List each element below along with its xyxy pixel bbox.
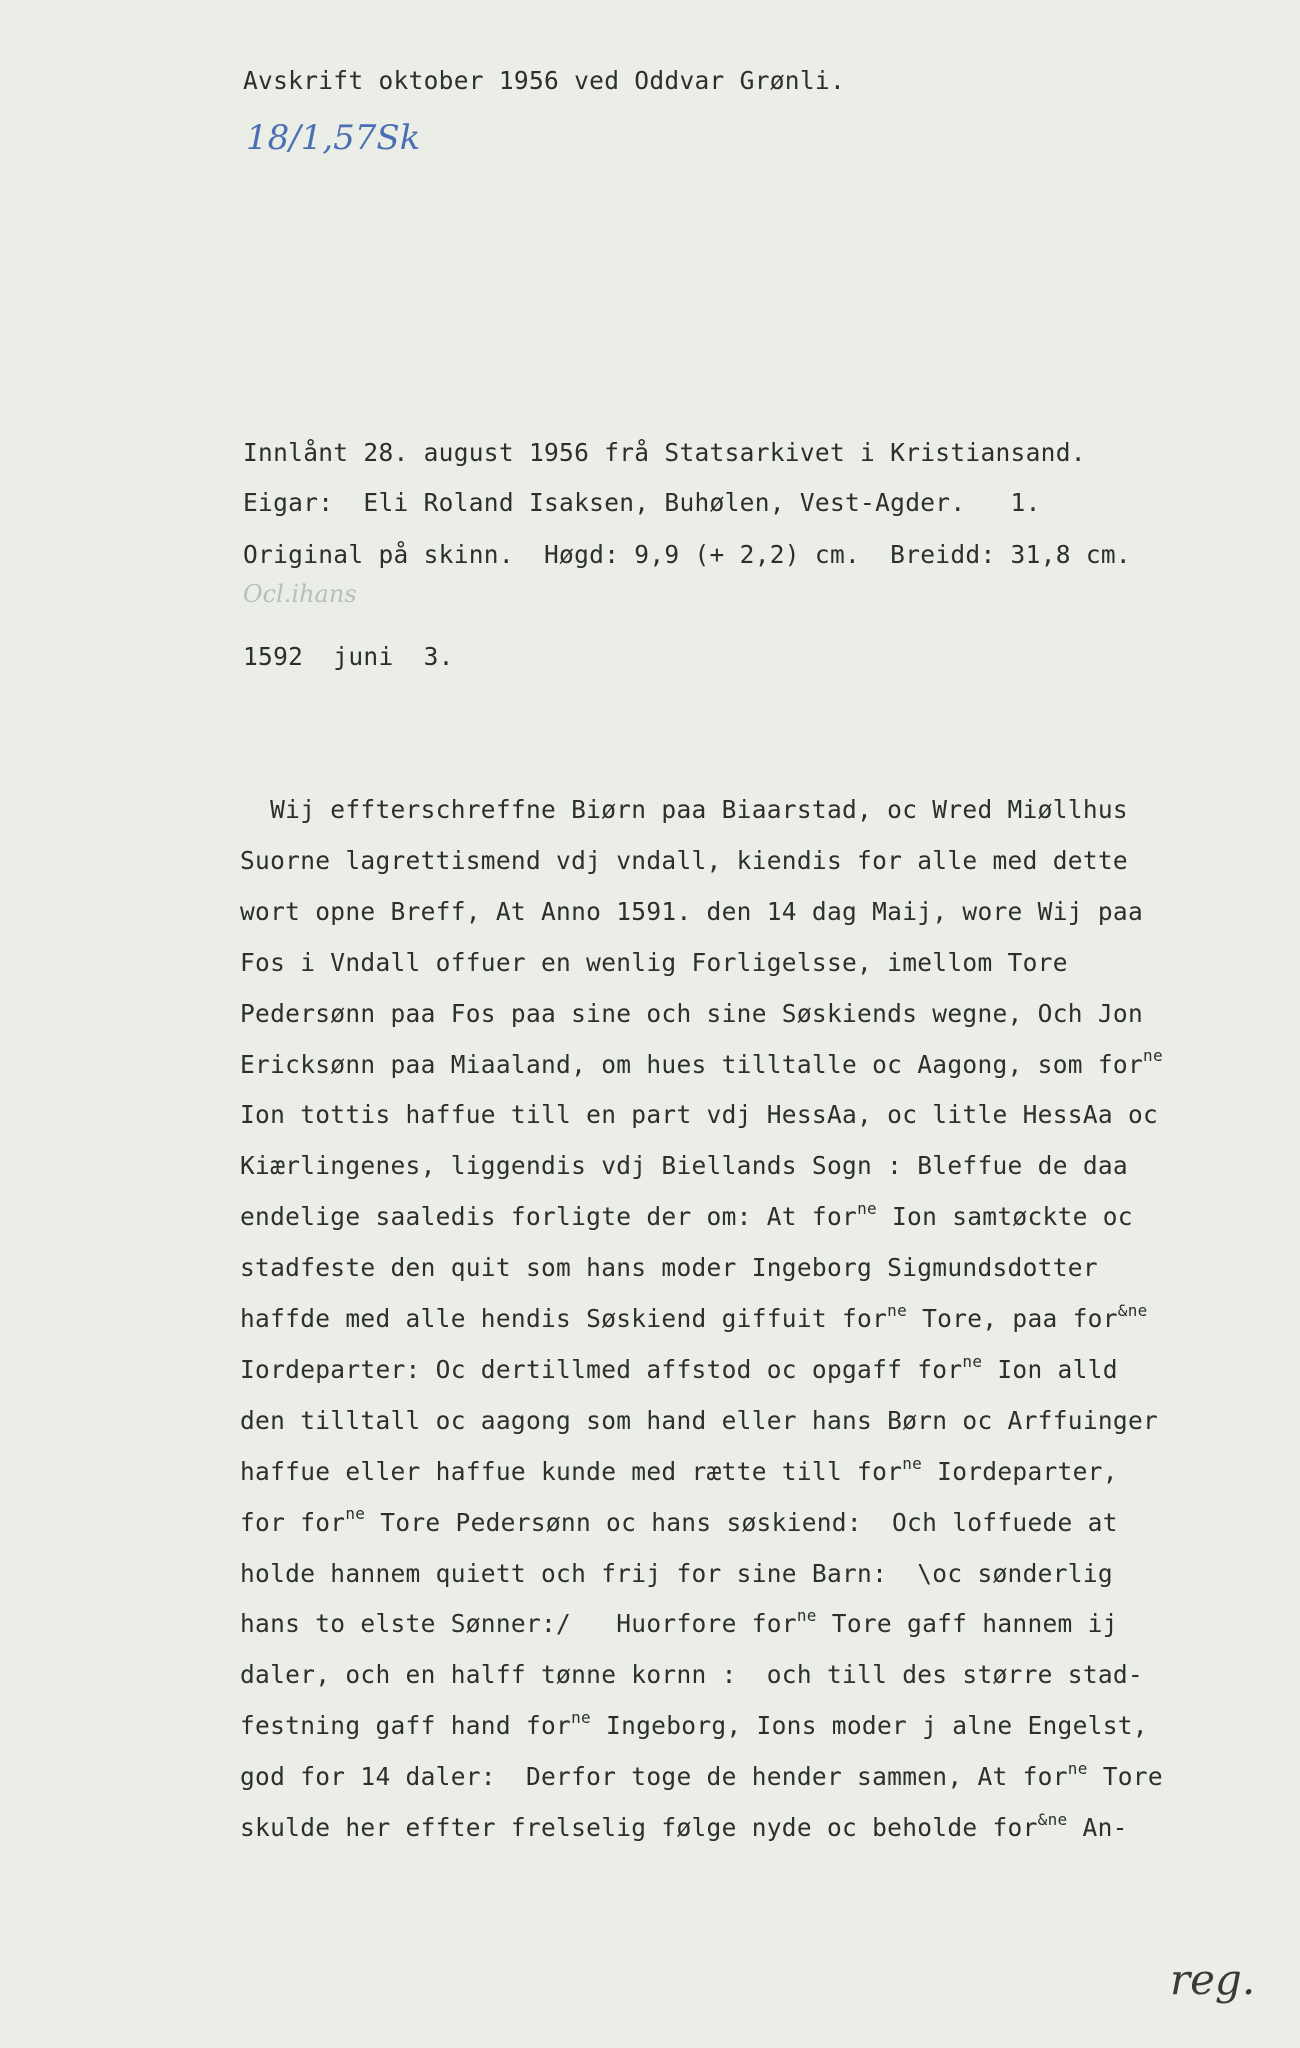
body-line-text: for for [240, 1507, 346, 1537]
body-line [240, 1199, 1133, 1232]
body-line-continuation: Iordeparter, [922, 1456, 1118, 1486]
superscript-abbrev: &ne [1037, 1809, 1068, 1829]
body-line [240, 999, 1143, 1028]
handwritten-reg-mark: reg. [1170, 1955, 1256, 2004]
superscript-abbrev: &ne [1117, 1300, 1148, 1320]
body-line-text: haffue eller haffue kunde med rætte till for [240, 1456, 903, 1486]
body-line [240, 1504, 1118, 1537]
body-line-continuation: Tore, paa for [907, 1304, 1118, 1333]
superscript-abbrev: ne [1067, 1758, 1088, 1778]
owner-line: Eigar: Eli Roland Isaksen, Buhølen, Vest-Agder. 1. [243, 488, 1041, 517]
body-line-text: Suorne lagrettismend vdj vndall, kiendis for alle med dette [240, 845, 1128, 875]
body-line [240, 1300, 1148, 1333]
superscript-abbrev: ne [1143, 1046, 1163, 1066]
handwritten-pencil-note: Ocl.ihans [243, 580, 357, 608]
superscript-abbrev: ne [796, 1606, 817, 1626]
superscript-abbrev: ne [571, 1708, 591, 1728]
body-line-text: wort opne Breff, At Anno 1591. den 14 dag Maij, wore Wij paa [240, 896, 1144, 926]
body-line [240, 897, 1143, 926]
body-line-text: skulde her effter frelselig følge nyde oc beholde for [240, 1813, 1038, 1842]
body-line-text: Wij effterschreffne Biørn paa Biaarstad, oc Wred Miøllhus [240, 795, 1128, 824]
body-line [240, 795, 1128, 824]
body-line [240, 1708, 1148, 1741]
body-line-text: Fos i Vndall offuer en wenlig Forligelsse, imellom Tore [240, 947, 1068, 977]
body-line-continuation: Tore [1087, 1762, 1163, 1792]
original-line: Original på skinn. Høgd: 9,9 (+ 2,2) cm. Breidd: 31,8 cm. [243, 540, 1131, 569]
body-line-continuation: Ion samtøckte oc [876, 1202, 1133, 1232]
superscript-abbrev: ne [345, 1504, 366, 1524]
superscript-abbrev: ne [857, 1199, 877, 1219]
body-line-text: holde hannem quiett och frij for sine Barn: \oc sønderlig [240, 1558, 1113, 1588]
body-line [240, 948, 1068, 977]
body-line [240, 846, 1128, 875]
body-line-text: Kiærlingenes, liggendis vdj Biellands Sogn : Bleffue de daa [240, 1151, 1128, 1181]
body-line [240, 1809, 1128, 1842]
superscript-abbrev: ne [962, 1351, 983, 1371]
superscript-abbrev: ne [887, 1300, 908, 1320]
superscript-abbrev: ne [902, 1453, 923, 1473]
body-line [240, 1453, 1118, 1486]
body-line [240, 1758, 1163, 1792]
body-line-continuation: Ion alld [982, 1354, 1118, 1384]
body-line-continuation: An- [1067, 1813, 1128, 1842]
body-line [240, 1351, 1118, 1384]
body-line-text: endelige saaledis forligte der om: At for [240, 1202, 858, 1232]
body-line-text: hans to elste Sønner:/ Huorfore for [240, 1609, 797, 1639]
body-line [240, 1559, 1113, 1588]
handwritten-reference: 18/1,57Sk [246, 118, 421, 158]
body-line-text: stadfeste den quit som hans moder Ingeborg Sigmundsdotter [240, 1253, 1098, 1283]
body-line-continuation: Tore Pedersønn oc hans søskiend: Och loffuede at [365, 1507, 1118, 1537]
body-line-text: Pedersønn paa Fos paa sine och sine Søskiends wegne, Och Jon [240, 998, 1144, 1028]
body-line-text: Ion tottis haffue till en part vdj HessAa, oc litle HessAa oc [240, 1100, 1159, 1130]
body-line-continuation: Tore gaff hannem ij [816, 1609, 1118, 1639]
body-line [240, 1151, 1128, 1180]
body-line-continuation: Ingeborg, Ions moder j alne Engelst, [590, 1711, 1148, 1741]
loan-line: Innlånt 28. august 1956 frå Statsarkivet i Kristiansand. [243, 438, 1086, 467]
body-line-text: god for 14 daler: Derfor toge de hender sammen, At for [240, 1762, 1068, 1792]
body-line [240, 1606, 1118, 1639]
body-line-text: daler, och en halff tønne kornn : och till des større stad- [240, 1660, 1144, 1690]
document-date: 1592 juni 3. [243, 642, 454, 671]
body-line-text: haffde med alle hendis Søskiend giffuit for [240, 1304, 888, 1333]
body-line-text: Iordeparter: Oc dertillmed affstod oc opgaff for [240, 1354, 963, 1384]
transcription-note: Avskrift oktober 1956 ved Oddvar Grønli. [243, 66, 846, 95]
body-line-text: Ericksønn paa Miaaland, om hues tilltalle oc Aagong, som for [240, 1049, 1144, 1079]
body-line [240, 1253, 1098, 1282]
body-line [240, 1406, 1158, 1435]
body-line [240, 1100, 1158, 1129]
body-line-text: den tilltall oc aagong som hand eller hans Børn oc Arffuinger [240, 1405, 1159, 1435]
body-line-text: festning gaff hand for [240, 1711, 572, 1741]
body-line [240, 1046, 1163, 1079]
body-line [240, 1660, 1143, 1689]
